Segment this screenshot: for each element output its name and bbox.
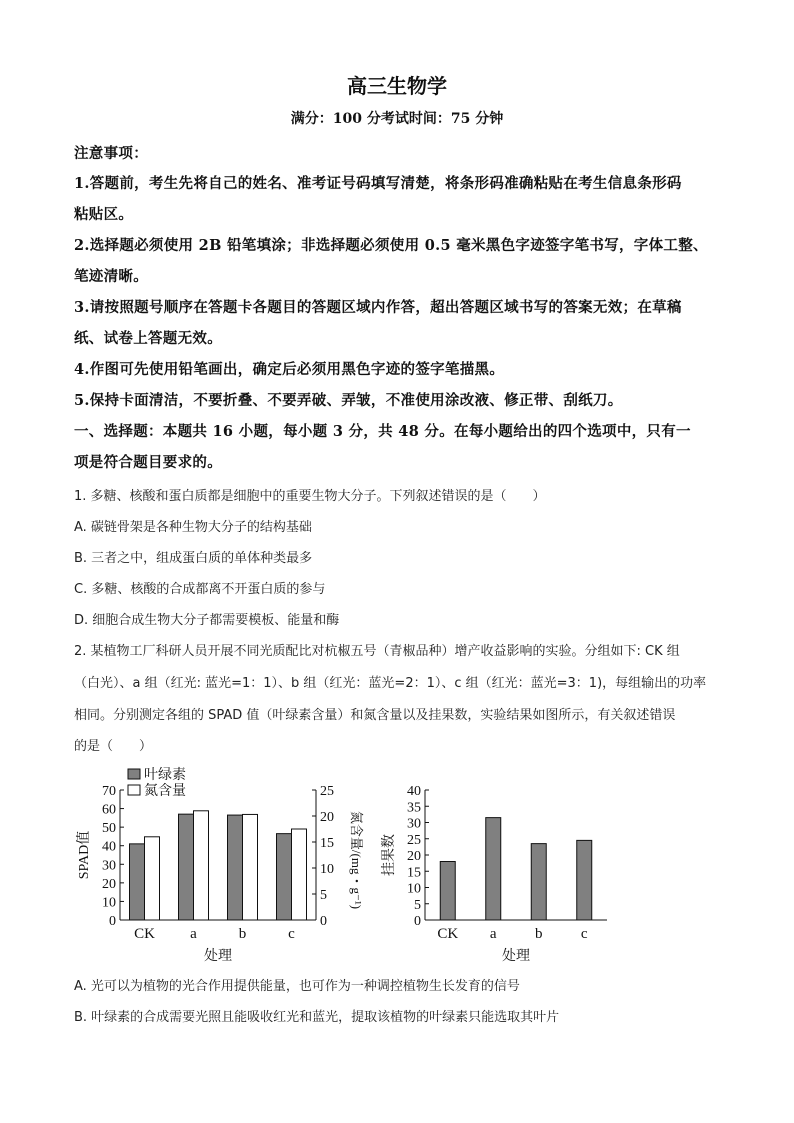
y-tick-label: 20 [102, 876, 116, 892]
y-tick-label: 15 [407, 865, 421, 881]
bar-nitrogen [243, 814, 258, 920]
spad-nitrogen-chart [70, 760, 370, 965]
q1-option-c: C. 多糖、核酸的合成都离不开蛋白质的参与 [74, 582, 326, 597]
y-tick-label: 5 [414, 897, 421, 913]
q1-stem: 1. 多糖、核酸和蛋白质都是细胞中的重要生物大分子。下列叙述错误的是（ ） [74, 489, 546, 504]
section-heading: 项是符合题目要求的。 [74, 454, 222, 471]
legend-label-nitrogen: 氮含量 [144, 784, 186, 799]
q2-stem-line: 相同。分别测定各组的 SPAD 值（叶绿素含量）和氮含量以及挂果数，实验结果如图所示，有关叙述错误 [74, 708, 676, 723]
notes-line: 5.保持卡面清洁，不要折叠、不要弄破、弄皱，不准使用涂改液、修正带、刮纸刀。 [74, 392, 623, 409]
y-tick-label: 40 [407, 784, 421, 799]
legend-label-chlorophyll: 叶绿素 [144, 768, 186, 783]
x-tick-label: a [489, 926, 497, 942]
bar-fruit-count [577, 840, 592, 920]
y-tick-label: 10 [407, 881, 421, 897]
y-tick-label: 30 [407, 816, 421, 832]
notes-line: 3.请按照题号顺序在答题卡各题目的答题区域内作答，超出答题区域书写的答案无效；在草稿 [74, 299, 682, 316]
bar-nitrogen [292, 829, 307, 920]
notes-line: 粘贴区。 [74, 206, 134, 223]
y-tick-label: 10 [102, 895, 116, 911]
y2-tick-label: 25 [320, 784, 334, 799]
bar-nitrogen [194, 811, 209, 920]
notes-heading: 注意事项： [74, 145, 148, 162]
bar-nitrogen [145, 837, 160, 920]
notes-line: 纸、试卷上答题无效。 [74, 330, 222, 347]
exam-title: 高三生物学 [347, 74, 447, 98]
q2-option-a: A. 光可以为植物的光合作用提供能量，也可作为一种调控植物生长发育的信号 [74, 979, 520, 994]
legend-swatch-nitrogen [128, 785, 140, 795]
fruit-count-chart [375, 775, 615, 965]
y-tick-label: 0 [414, 914, 421, 929]
y-axis-label: 挂果数 [382, 834, 397, 876]
x-tick-label: a [190, 926, 197, 942]
y-tick-label: 0 [109, 914, 116, 929]
y-tick-label: 35 [407, 800, 421, 816]
y2-tick-label: 20 [320, 810, 334, 825]
x-axis-label: 处理 [204, 949, 232, 964]
y-tick-label: 50 [102, 821, 116, 837]
notes-line: 2.选择题必须使用 2B 铅笔填涂；非选择题必须使用 0.5 毫米黑色字迹签字笔书写，字体工整、 [74, 237, 708, 254]
y-tick-label: 25 [407, 832, 421, 848]
bar-chlorophyll [228, 815, 243, 920]
y2-tick-label: 15 [320, 836, 334, 851]
x-tick-label: c [288, 926, 295, 942]
q2-option-b: B. 叶绿素的合成需要光照且能吸收红光和蓝光，提取该植物的叶绿素只能选取其叶片 [74, 1010, 560, 1025]
legend-swatch-chlorophyll [128, 769, 140, 779]
y-tick-label: 30 [102, 858, 116, 874]
q1-option-a: A. 碳链骨架是各种生物大分子的结构基础 [74, 520, 312, 535]
bar-fruit-count [486, 818, 501, 920]
q1-option-b: B. 三者之中，组成蛋白质的单体种类最多 [74, 551, 313, 566]
y2-tick-label: 10 [320, 862, 334, 877]
y2-axis-label: 氮含量/(mg・g⁻¹) [349, 810, 364, 910]
x-tick-label: c [580, 926, 588, 942]
q2-stem-line: 2. 某植物工厂科研人员开展不同光质配比对杭椒五号（青椒品种）增产收益影响的实验。分组如下: CK 组 [74, 644, 680, 659]
x-tick-label: b [535, 926, 543, 942]
notes-line: 4.作图可先使用铅笔画出，确定后必须用黑色字迹的签字笔描黑。 [74, 361, 505, 378]
bar-chlorophyll [277, 834, 292, 920]
y2-tick-label: 0 [320, 914, 327, 929]
y2-tick-label: 5 [320, 888, 327, 903]
exam-subtitle: 满分：100 分考试时间：75 分钟 [290, 111, 504, 127]
notes-line: 1.答题前，考生先将自己的姓名、准考证号码填写清楚，将条形码准确粘贴在考生信息条形码 [74, 175, 682, 192]
y-tick-label: 40 [102, 839, 116, 855]
q1-option-d: D. 细胞合成生物大分子都需要模板、能量和酶 [74, 613, 340, 628]
bar-chlorophyll [130, 844, 145, 920]
q2-stem-line: （白光）、a 组（红光: 蓝光=1：1）、b 组（红光：蓝光=2：1）、c 组（红光：蓝光=3：1)，每组输出的功率 [74, 676, 707, 691]
section-heading: 一、选择题：本题共 16 小题，每小题 3 分，共 48 分。在每小题给出的四个选项中，只有一 [74, 423, 691, 440]
x-axis-label: 处理 [502, 949, 530, 964]
bar-fruit-count [531, 844, 546, 920]
bar-chlorophyll [179, 814, 194, 920]
x-tick-label: b [238, 926, 247, 942]
x-tick-label: CK [437, 926, 459, 942]
y-tick-label: 70 [102, 784, 116, 799]
y-axis-label: SPAD值 [77, 830, 92, 880]
y-tick-label: 20 [407, 849, 421, 864]
bar-fruit-count [440, 862, 455, 921]
q2-stem-line: 的是（ ） [74, 739, 153, 754]
y-tick-label: 60 [102, 802, 116, 818]
x-tick-label: CK [134, 926, 155, 942]
notes-line: 笔迹清晰。 [74, 268, 148, 285]
